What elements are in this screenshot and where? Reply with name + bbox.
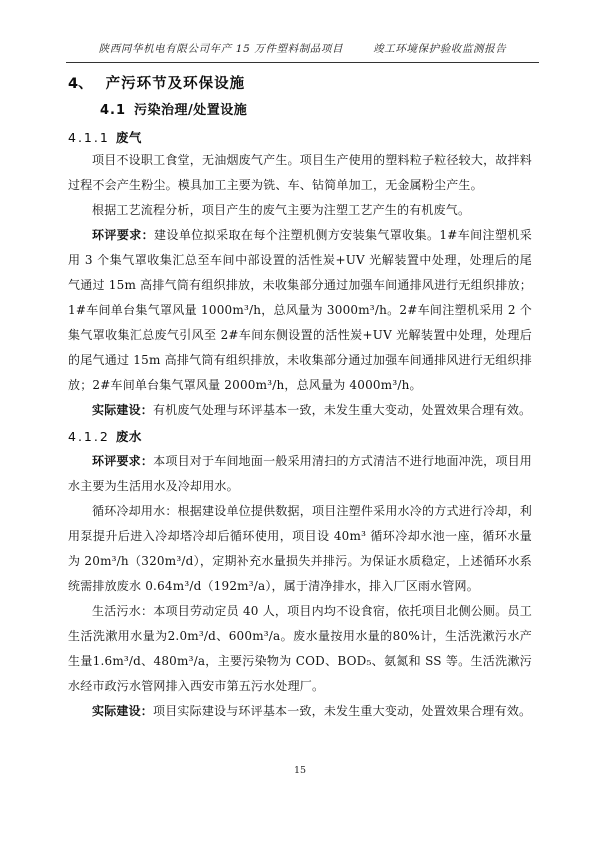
paragraph-water-cooling: 循环冷却用水：根据建设单位提供数据，项目注塑件采用水冷的方式进行冷却，利用泵提升后进入冷却塔冷却后循环使用，项目设 40m³ 循环冷却水池一座，循环水量为 20m³/h（320m³/d），定期补充水量损失并排污。为保证水质稳定，上述循环水系统需排放废水 0.64m³/d（192m³/a），属于清净排水，排入厂区雨水管网。 — [68, 504, 532, 593]
paragraph-text: 建设单位拟采取在每个注塑机侧方安装集气罩收集。1#车间注塑机采用 3 个集气罩收集汇总至车间中部设置的活性炭+UV 光解装置中处理，处理后的尾气通过 15m 高排气筒有组织排放，未收集部分通过加强车间通排风进行无组织排放；1#车间单台集气罩风量 1000m³/h，总风量为 3000m³/h。2#车间注塑机采用 2 个集气罩收集汇总废气引风至 2#车间东侧设置的活性炭+UV 光解装置中处理，处理后的尾气通过 15m 高排气筒有组织排放，未收集部分通过加强车间通排风进行无组织排放；2#车间单台集气罩风量 2000m³/h，总风量为 4000m³/h。 — [68, 228, 532, 392]
header-report-title: 竣工环境保护验收监测报告 — [373, 43, 507, 55]
running-header — [66, 41, 539, 56]
paragraph-lead: 实际建设： — [92, 704, 154, 718]
paragraph-water-domestic: 生活污水：本项目劳动定员 40 人，项目内均不设食宿，依托项目北侧公厕。员工生活洗漱用水量为2.0m³/d、600m³/a。废水量按用水量的80%计，生活洗漱污水产生量1.6m³/d、480m³/a，主要污染物为 COD、BOD₅、氨氮和 SS 等。生活洗漱污水经市政污水管网排入西安市第五污水处理厂。 — [68, 604, 532, 693]
paragraph-water-eia-requirement — [68, 449, 532, 499]
section-heading-4-number: 4、 — [68, 76, 93, 92]
paragraph-text: 有机废气处理与环评基本一致，未发生重大变动，处置效果合理有效。 — [153, 403, 532, 417]
page-number: 15 — [293, 765, 307, 776]
paragraph-text: 项目实际建设与环评基本一致，未发生重大变动，处置效果合理有效。 — [153, 704, 532, 718]
paragraph-lead: 实际建设： — [92, 403, 154, 417]
section-heading-4-1-1-number: 4.1.1 — [68, 130, 110, 145]
paragraph-gas-intro: 项目不设职工食堂，无油烟废气产生。项目生产使用的塑料粒子粒径较大，故拌料过程不会产生粉尘。模具加工主要为铣、车、钻简单加工，无金属粉尘产生。 — [68, 153, 532, 192]
header-rule — [66, 62, 539, 63]
section-heading-4-1-2 — [68, 426, 532, 447]
section-heading-4-1-title: 污染治理/处置设施 — [134, 103, 248, 118]
paragraph-water-actual-construction — [68, 699, 532, 724]
section-heading-4-1-2-number: 4.1.2 — [68, 429, 110, 444]
section-heading-4-1-1 — [68, 127, 532, 148]
section-heading-4-1-number: 4.1 — [100, 103, 127, 118]
paragraph-lead: 环评要求： — [92, 454, 154, 468]
paragraph-gas-analysis: 根据工艺流程分析，项目产生的废气主要为注塑工艺产生的有机废气。 — [92, 203, 471, 217]
section-heading-4-1-2-title: 废水 — [115, 429, 142, 444]
section-heading-4 — [68, 74, 532, 95]
section-heading-4-1-1-title: 废气 — [115, 130, 142, 145]
document-content — [68, 70, 532, 724]
header-project-title: 陕西同华机电有限公司年产 15 万件塑料制品项目 — [98, 43, 344, 55]
paragraph-text: 本项目对于车间地面一般采用清扫的方式清洁不进行地面冲洗，项目用水主要为生活用水及冷却用水。 — [68, 454, 532, 493]
paragraph-gas-eia-requirement — [68, 223, 532, 398]
paragraph-lead: 环评要求： — [92, 228, 155, 242]
section-heading-4-title: 产污环节及环保设施 — [105, 76, 246, 92]
paragraph-gas-actual-construction — [68, 398, 532, 423]
section-heading-4-1 — [100, 101, 532, 121]
